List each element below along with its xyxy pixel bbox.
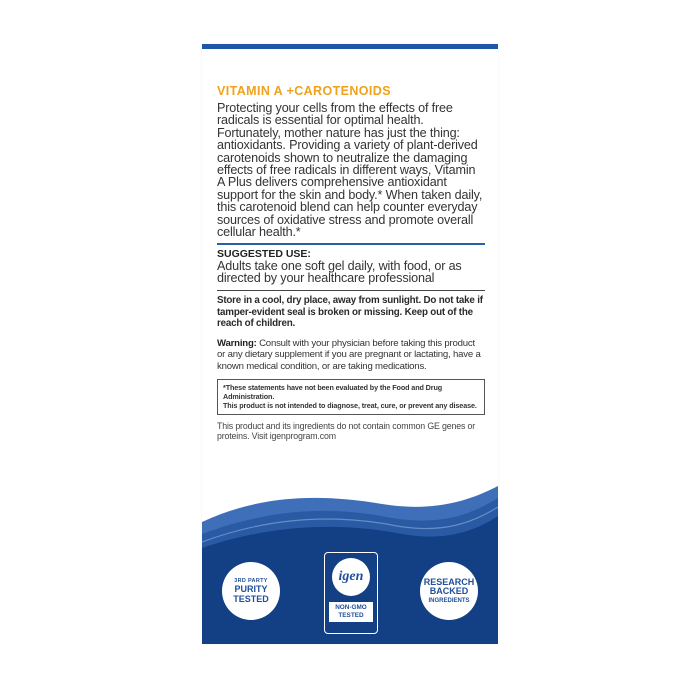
fda-disclaimer-box	[217, 379, 485, 415]
research-backed-badge	[420, 562, 478, 620]
divider-blue	[217, 243, 485, 245]
warning-paragraph	[217, 338, 485, 372]
label-content	[217, 84, 485, 442]
intro-paragraph: Protecting your cells from the effects of free radicals is essential for optimal health. Fortunately, mother nature has just the thing: antioxidants. Providing a variety of plant-derived carotenoids shown to neutralize the damaging effects of free radicals in different ways, Vitamin A Plus delivers comprehensive antioxidant support for the skin and body.* When taken daily, this carotenoid blend can help counter everyday sources of oxidative stress and promote overall cellular health.*	[217, 101, 483, 240]
research-badge-line2: BACKED	[429, 586, 469, 596]
warning-text: Consult with your physician before taking this product or any dietary supplement if you are pregnant or lactating, have a known medical condition, or are taking medications.	[217, 337, 481, 372]
igen-line1: NON-GMO	[335, 604, 367, 611]
divider-dark	[217, 290, 485, 291]
section-title: VITAMIN A +CAROTENOIDS	[217, 84, 391, 98]
disclaimer-line-2: This product is not intended to diagnose, treat, cure, or prevent any disease.	[223, 401, 477, 411]
igen-logo: igen	[332, 558, 370, 596]
purity-badge-top: 3RD PARTY	[234, 578, 268, 584]
research-badge-line3: INGREDIENTS	[428, 597, 470, 604]
disclaimer-line-1: *These statements have not been evaluated by the Food and Drug Administration.	[223, 382, 443, 402]
igen-non-gmo-badge	[324, 552, 378, 634]
storage-instructions: Store in a cool, dry place, away from sunlight. Do not take if tamper-evident seal is broken or missing. Keep out of the reach of children.	[217, 294, 483, 330]
igen-label	[329, 602, 373, 622]
suggested-use-heading: SUGGESTED USE:	[217, 247, 311, 260]
purity-badge-line2: TESTED	[233, 593, 269, 604]
warning-label: Warning:	[217, 337, 257, 349]
purity-tested-badge	[222, 562, 280, 620]
ge-note: This product and its ingredients do not contain common GE genes or proteins. Visit igenprogram.com	[217, 420, 476, 442]
top-blue-band	[202, 44, 498, 49]
product-box-side-panel	[202, 44, 498, 644]
suggested-use-text: Adults take one soft gel daily, with food, or as directed by your healthcare professional	[217, 258, 462, 286]
igen-line2: TESTED	[338, 612, 364, 619]
purity-badge-line1: PURITY	[234, 584, 268, 594]
research-badge-line1: RESEARCH	[423, 576, 475, 587]
